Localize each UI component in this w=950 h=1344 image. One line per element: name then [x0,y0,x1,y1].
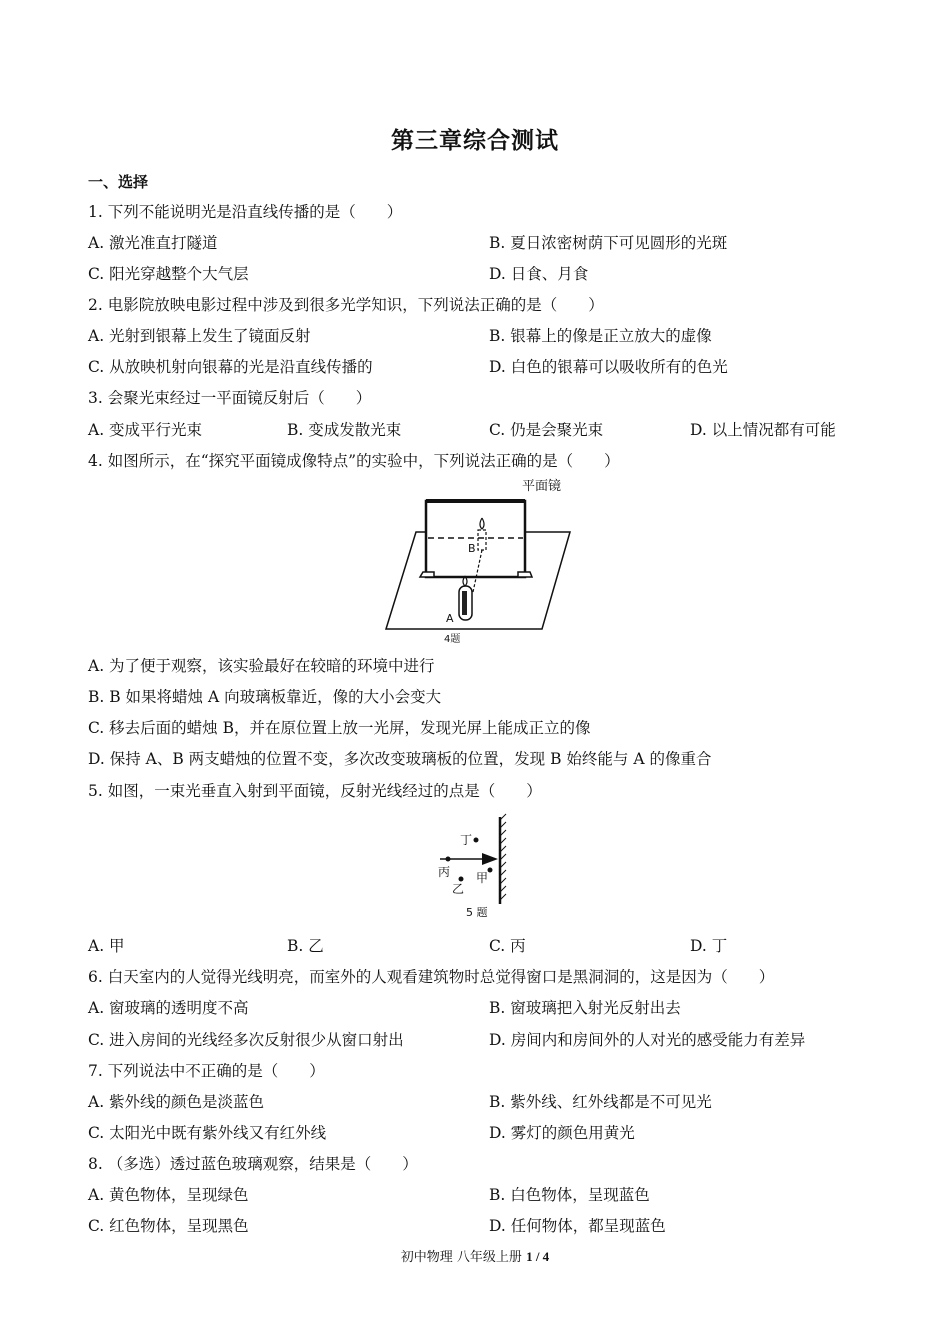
question-8-stem: 8. （多选）透过蓝色玻璃观察，结果是（ ） [88,1155,418,1173]
q8-option-d: D. 任何物体，都呈现蓝色 [489,1217,666,1235]
reflection-figure [430,812,520,924]
mirror-experiment-figure [378,474,578,648]
question-1-stem: 1. 下列不能说明光是沿直线传播的是（ ） [88,203,403,221]
q7-option-a: A. 紫外线的颜色是淡蓝色 [88,1093,265,1111]
page-title: 第三章综合测试 [391,128,559,154]
ray-arrow [482,853,498,865]
q3-option-b: B. 变成发散光束 [287,421,402,439]
figure-4-caption: 4题 [444,634,461,645]
glass-plate [426,501,525,577]
q1-option-a: A. 激光准直打隧道 [88,234,218,252]
q1-option-d: D. 日食、月食 [489,265,589,283]
question-5-stem: 5. 如图，一束光垂直入射到平面镜，反射光线经过的点是（ ） [88,782,542,800]
q1-option-c: C. 阳光穿越整个大气层 [88,265,249,283]
question-2-stem: 2. 电影院放映电影过程中涉及到很多光学知识，下列说法正确的是（ ） [88,296,604,314]
footer-text: 初中物理 八年级上册 [400,1250,527,1265]
point-jia [488,868,493,873]
q7-option-b: B. 紫外线、红外线都是不可见光 [489,1093,712,1111]
q5-option-c: C. 丙 [489,937,526,955]
question-4-stem: 4. 如图所示，在“探究平面镜成像特点”的实验中，下列说法正确的是（ ） [88,452,620,470]
q6-option-c: C. 进入房间的光线经多次反射很少从窗口射出 [88,1031,404,1049]
question-3-stem: 3. 会聚光束经过一平面镜反射后（ ） [88,389,372,407]
q6-option-b: B. 窗玻璃把入射光反射出去 [489,999,681,1017]
figure-5-caption: 5 题 [466,906,488,919]
q4-option-c: C. 移去后面的蜡烛 B，并在原位置上放一光屏，发现光屏上能成正立的像 [88,719,591,737]
q3-option-a: A. 变成平行光束 [88,421,203,439]
q8-option-c: C. 红色物体，呈现黑色 [88,1217,249,1235]
point-ding [474,838,479,843]
q7-option-d: D. 雾灯的颜色用黄光 [489,1124,635,1142]
point-bing [446,857,451,862]
q3-option-c: C. 仍是会聚光束 [489,421,604,439]
point-yi [459,877,464,882]
label-ding: 丁 [460,833,473,847]
q6-option-d: D. 房间内和房间外的人对光的感受能力有差异 [489,1031,806,1049]
q2-option-b: B. 银幕上的像是正立放大的虚像 [489,327,712,345]
label-jia: 甲 [476,871,489,885]
section-heading: 一、选择 [88,173,149,191]
q4-option-d: D. 保持 A、B 两支蜡烛的位置不变，多次改变玻璃板的位置，发现 B 始终能与 A 的像重合 [88,750,712,768]
q6-option-a: A. 窗玻璃的透明度不高 [88,999,249,1017]
page-number: 1 / 4 [526,1249,550,1264]
question-7-stem: 7. 下列说法中不正确的是（ ） [88,1062,325,1080]
q8-option-b: B. 白色物体，呈现蓝色 [489,1186,650,1204]
page-footer [0,1246,950,1265]
label-yi: 乙 [452,882,465,896]
q4-option-a: A. 为了便于观察，该实验最好在较暗的环境中进行 [88,657,435,675]
q5-option-a: A. 甲 [88,937,125,955]
q3-option-d: D. 以上情况都有可能 [690,421,836,439]
q2-option-d: D. 白色的银幕可以吸收所有的色光 [489,358,728,376]
q5-option-d: D. 丁 [690,937,728,955]
label-b: B [468,542,476,555]
q5-option-b: B. 乙 [287,937,324,955]
label-a: A [446,612,454,625]
question-6-stem: 6. 白天室内的人觉得光线明亮，而室外的人观看建筑物时总觉得窗口是黑洞洞的，这是因为（ ） [88,968,775,986]
mirror-label: 平面镜 [522,479,562,494]
q4-option-b: B. B 如果将蜡烛 A 向玻璃板靠近，像的大小会变大 [88,688,442,706]
label-bing: 丙 [438,865,451,879]
q8-option-a: A. 黄色物体，呈现绿色 [88,1186,249,1204]
q2-option-a: A. 光射到银幕上发生了镜面反射 [88,327,311,345]
q1-option-b: B. 夏日浓密树荫下可见圆形的光斑 [489,234,728,252]
q7-option-c: C. 太阳光中既有紫外线又有红外线 [88,1124,327,1142]
q2-option-c: C. 从放映机射向银幕的光是沿直线传播的 [88,358,373,376]
